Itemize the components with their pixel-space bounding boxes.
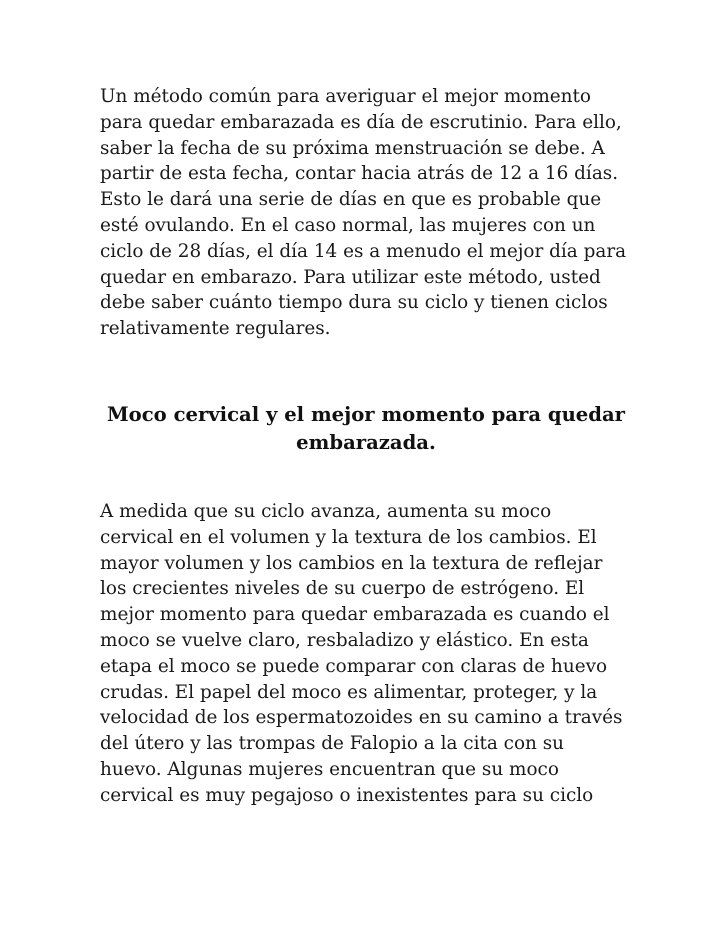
heading-line: embarazada. (296, 431, 436, 454)
text-line: quedar en embarazo. Para utilizar este método, usted (100, 266, 601, 288)
text-line: Un método común para averiguar el mejor momento (100, 86, 591, 107)
section-heading (96, 401, 636, 457)
text-line: A medida que su ciclo avanza, aumenta su moco (100, 501, 552, 522)
text-line: del útero y las trompas de Falopio a la cita con su (100, 733, 565, 755)
text-line: velocidad de los espermatozoides en su camino a través (100, 707, 623, 729)
text-line: relativamente regulares. (100, 318, 331, 340)
text-line: Esto le dará una serie de días en que es probable que (100, 189, 602, 211)
text-line: debe saber cuánto tiempo dura su ciclo y tienen ciclos (100, 292, 608, 314)
text-line: moco se vuelve claro, resbaladizo y elástico. En esta (100, 629, 589, 651)
text-line: esté ovulando. En el caso normal, las mujeres con un (100, 214, 596, 236)
text-line: mayor volumen y los cambios en la textura de reflejar (100, 552, 603, 574)
text-line: ciclo de 28 días, el día 14 es a menudo el mejor día para (100, 240, 627, 262)
text-line: partir de esta fecha, contar hacia atrás de 12 a 16 días. (100, 163, 619, 185)
text-line: cervical en el volumen y la textura de los cambios. El (100, 526, 597, 548)
heading-line: Moco cervical y el mejor momento para quedar (106, 403, 625, 426)
text-line: para quedar embarazada es día de escrutinio. Para ello, (100, 111, 622, 133)
text-line: cervical es muy pegajoso o inexistentes para su ciclo (100, 784, 594, 806)
paragraph-cervical-mucus (100, 499, 640, 809)
text-line: huevo. Algunas mujeres encuentran que su moco (100, 758, 559, 780)
text-line: saber la fecha de su próxima menstruación se debe. A (100, 137, 605, 159)
paragraph-timing-method (100, 84, 640, 342)
text-line: etapa el moco se puede comparar con claras de huevo (100, 655, 608, 677)
text-line: crudas. El papel del moco es alimentar, proteger, y la (100, 681, 598, 703)
text-line: mejor momento para quedar embarazada es cuando el (100, 604, 610, 626)
text-line: los crecientes niveles de su cuerpo de estrógeno. El (100, 578, 585, 600)
